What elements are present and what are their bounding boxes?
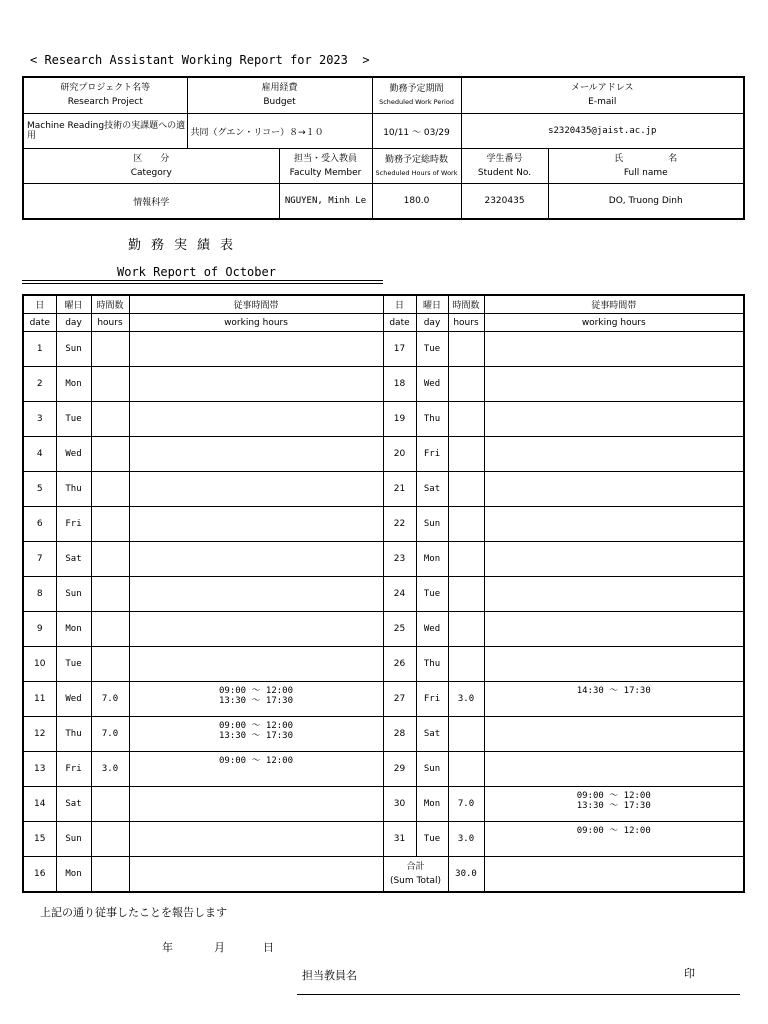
table-row (23, 787, 744, 822)
working-hours-header: 従事時間帯 (484, 295, 744, 314)
working-hours-list (130, 437, 383, 471)
working-hours-cell (129, 822, 383, 857)
table-row (23, 402, 744, 437)
day-header: 曜日 (56, 295, 91, 314)
hours-cell (91, 402, 129, 437)
heading-underline (22, 280, 383, 281)
day-cell: Tue (416, 577, 448, 612)
date-cell: 12 (23, 717, 56, 752)
working-hours-list (130, 612, 383, 646)
budget-value: 共同（グエン・リコー）８→１０ (187, 114, 372, 149)
date-header: 日 (23, 295, 56, 314)
day-cell: Fri (56, 752, 91, 787)
working-hours-list (130, 857, 383, 891)
working-hours-list (130, 647, 383, 681)
date-cell: 22 (383, 507, 416, 542)
working-hours-list (485, 612, 744, 646)
hours-cell (448, 612, 484, 647)
hours-cell (448, 367, 484, 402)
date-cell: 13 (23, 752, 56, 787)
date-cell: 10 (23, 647, 56, 682)
hours-cell: 7.0 (91, 717, 129, 752)
working-hours-list (130, 682, 383, 716)
hours-cell (448, 717, 484, 752)
teacher-name-label: 担当教員名 (302, 969, 357, 982)
working-hours-header: working hours (129, 314, 383, 332)
date-cell: 24 (383, 577, 416, 612)
working-hours-cell (484, 542, 744, 577)
working-hours-cell (129, 577, 383, 612)
working-hours-cell (484, 647, 744, 682)
date-header: date (383, 314, 416, 332)
hours-cell (448, 647, 484, 682)
date-cell: 21 (383, 472, 416, 507)
date-cell: 11 (23, 682, 56, 717)
seal-label: 印 (684, 967, 695, 980)
date-cell: 6 (23, 507, 56, 542)
signature-line (297, 994, 740, 995)
hours-cell: 3.0 (91, 752, 129, 787)
day-cell: Wed (56, 682, 91, 717)
date-cell: 19 (383, 402, 416, 437)
working-hours-cell (484, 612, 744, 647)
day-cell: Fri (416, 682, 448, 717)
category-header: 区 分 Category (23, 149, 279, 184)
working-hours-cell (129, 752, 383, 787)
working-hours-list (485, 787, 744, 821)
working-hours-cell (129, 507, 383, 542)
time-range: 14:30 ～ 17:30 (576, 686, 651, 696)
hours-cell (91, 367, 129, 402)
hours-cell (448, 507, 484, 542)
hours-cell (91, 647, 129, 682)
time-range: 09:00 ～ 12:00 (218, 686, 294, 696)
table-row (23, 472, 744, 507)
working-hours-cell (484, 332, 744, 367)
date-cell: 27 (383, 682, 416, 717)
student-no-value: 2320435 (461, 184, 548, 220)
email-value: s2320435@jaist.ac.jp (461, 114, 744, 149)
project-header: 研究プロジェクト名等 Research Project (23, 77, 187, 114)
hours-cell: 3.0 (448, 822, 484, 857)
working-hours-list (485, 437, 744, 471)
budget-header: 雇用経費 Budget (187, 77, 372, 114)
table-row (23, 437, 744, 472)
scheduled-hours-value: 180.0 (372, 184, 461, 220)
day-header: day (416, 314, 448, 332)
day-cell: Wed (56, 437, 91, 472)
hours-cell: 7.0 (91, 682, 129, 717)
hours-cell (448, 437, 484, 472)
day-cell: Sat (416, 472, 448, 507)
table-row (23, 577, 744, 612)
hours-cell: 3.0 (448, 682, 484, 717)
day-cell: Tue (416, 332, 448, 367)
working-hours-list (485, 647, 744, 681)
working-hours-list (485, 717, 744, 751)
hours-cell (91, 857, 129, 893)
day-cell: Tue (56, 647, 91, 682)
date-cell: 30 (383, 787, 416, 822)
jp-heading: 勤務実績表 (128, 238, 244, 253)
date-header: date (23, 314, 56, 332)
period-value: 10/11 ～ 03/29 (372, 114, 461, 149)
time-range: 09:00 ～ 12:00 (218, 756, 294, 766)
table-row (23, 332, 744, 367)
date-cell: 23 (383, 542, 416, 577)
working-hours-cell (129, 402, 383, 437)
day-cell: Mon (416, 787, 448, 822)
project-value: Machine Reading技術の実課題への適用 (23, 114, 187, 149)
working-hours-cell (129, 717, 383, 752)
working-hours-cell (484, 367, 744, 402)
time-range: 13:30 ～ 17:30 (218, 731, 294, 741)
working-hours-list (130, 367, 383, 401)
working-hours-cell (484, 437, 744, 472)
working-hours-list (130, 402, 383, 436)
working-hours-list (485, 402, 744, 436)
date-cell: 16 (23, 857, 56, 893)
table-row (23, 682, 744, 717)
category-value: 情報科学 (23, 184, 279, 220)
heading-underline (22, 283, 383, 284)
day-cell: Fri (416, 437, 448, 472)
working-hours-list (485, 367, 744, 401)
header-row-jp (23, 295, 744, 314)
date-cell: 14 (23, 787, 56, 822)
day-cell: Thu (416, 647, 448, 682)
day-cell: Sat (56, 542, 91, 577)
time-range: 13:30 ～ 17:30 (218, 696, 294, 706)
en-heading: Work Report of October (117, 265, 276, 279)
table-row (23, 822, 744, 857)
name-header: 氏 名 Full name (548, 149, 744, 184)
working-hours-list (485, 472, 744, 506)
day-cell: Sun (56, 577, 91, 612)
faculty-header: 担当・受入教員 Faculty Member (279, 149, 372, 184)
sum-total-en: (Sum Total) (389, 875, 442, 886)
header-row-en (23, 314, 744, 332)
hours-cell: 7.0 (448, 787, 484, 822)
day-cell: Mon (56, 367, 91, 402)
working-hours-list (130, 577, 383, 611)
empty-cell (484, 857, 744, 893)
day-header: day (56, 314, 91, 332)
date-cell: 25 (383, 612, 416, 647)
day-cell: Sun (416, 752, 448, 787)
table-row (23, 717, 744, 752)
table-row (23, 612, 744, 647)
working-hours-cell (484, 717, 744, 752)
hours-cell (91, 577, 129, 612)
date-cell: 26 (383, 647, 416, 682)
working-hours-cell (484, 752, 744, 787)
working-hours-list (130, 787, 383, 821)
date-month-label: 月 (214, 941, 225, 954)
day-cell: Wed (416, 367, 448, 402)
day-cell: Sun (416, 507, 448, 542)
hours-cell (91, 332, 129, 367)
time-range: 09:00 ～ 12:00 (218, 721, 294, 731)
date-cell: 3 (23, 402, 56, 437)
day-cell: Thu (416, 402, 448, 437)
working-hours-list (130, 822, 383, 856)
working-hours-list (485, 542, 744, 576)
working-hours-cell (484, 507, 744, 542)
hours-cell (91, 472, 129, 507)
day-cell: Mon (56, 857, 91, 893)
day-cell: Thu (56, 717, 91, 752)
date-cell: 17 (383, 332, 416, 367)
table-row (23, 857, 744, 893)
hours-cell (91, 507, 129, 542)
date-cell: 7 (23, 542, 56, 577)
working-hours-list (130, 507, 383, 541)
day-cell: Mon (56, 612, 91, 647)
working-hours-cell (484, 577, 744, 612)
working-hours-header: 従事時間帯 (129, 295, 383, 314)
hours-cell (448, 402, 484, 437)
time-range: 09:00 ～ 12:00 (576, 791, 651, 801)
working-hours-list (130, 542, 383, 576)
date-cell: 1 (23, 332, 56, 367)
report-title: < Research Assistant Working Report for 2023 > (30, 53, 370, 67)
working-hours-list (485, 332, 744, 366)
date-cell: 29 (383, 752, 416, 787)
scheduled-hours-header: 勤務予定総時数 Scheduled Hours of Work (372, 149, 461, 184)
name-value: DO, Truong Dinh (548, 184, 744, 220)
working-hours-cell (129, 367, 383, 402)
working-hours-list (485, 577, 744, 611)
day-cell: Wed (416, 612, 448, 647)
hours-cell (448, 332, 484, 367)
working-hours-cell (129, 472, 383, 507)
date-cell: 15 (23, 822, 56, 857)
date-cell: 4 (23, 437, 56, 472)
day-cell: Fri (56, 507, 91, 542)
day-cell: Tue (416, 822, 448, 857)
day-header: 曜日 (416, 295, 448, 314)
table-row (23, 647, 744, 682)
work-report-table (22, 294, 745, 893)
hours-cell (448, 752, 484, 787)
hours-cell (448, 577, 484, 612)
hours-cell (448, 542, 484, 577)
hours-cell (91, 612, 129, 647)
hours-header: hours (91, 314, 129, 332)
sum-total-value: 30.0 (448, 857, 484, 893)
working-hours-cell (129, 437, 383, 472)
faculty-value: NGUYEN, Minh Le (279, 184, 372, 220)
working-hours-list (130, 332, 383, 366)
working-hours-cell (484, 822, 744, 857)
day-cell: Sun (56, 332, 91, 367)
date-cell: 28 (383, 717, 416, 752)
info-table (22, 76, 745, 220)
date-cell: 20 (383, 437, 416, 472)
working-hours-list (485, 682, 744, 716)
day-cell: Sun (56, 822, 91, 857)
hours-cell (91, 822, 129, 857)
time-range: 09:00 ～ 12:00 (576, 826, 651, 836)
working-hours-cell (129, 682, 383, 717)
date-cell: 31 (383, 822, 416, 857)
hours-cell (91, 787, 129, 822)
date-cell: 9 (23, 612, 56, 647)
working-hours-cell (129, 332, 383, 367)
hours-header: hours (448, 314, 484, 332)
hours-header: 時間数 (448, 295, 484, 314)
sum-total-label (383, 857, 448, 893)
working-hours-list (485, 507, 744, 541)
sum-total-jp: 合計 (406, 861, 425, 872)
working-hours-header: working hours (484, 314, 744, 332)
working-hours-cell (484, 402, 744, 437)
hours-cell (91, 437, 129, 472)
period-header: 勤務予定期間 Scheduled Work Period (372, 77, 461, 114)
day-cell: Sat (56, 787, 91, 822)
working-hours-list (485, 752, 744, 786)
day-cell: Tue (56, 402, 91, 437)
working-hours-cell (129, 647, 383, 682)
working-hours-list (485, 822, 744, 856)
working-hours-cell (484, 682, 744, 717)
date-cell: 2 (23, 367, 56, 402)
date-cell: 8 (23, 577, 56, 612)
day-cell: Thu (56, 472, 91, 507)
student-no-header: 学生番号 Student No. (461, 149, 548, 184)
day-cell: Mon (416, 542, 448, 577)
hours-cell (91, 542, 129, 577)
table-row (23, 507, 744, 542)
hours-header: 時間数 (91, 295, 129, 314)
working-hours-cell (484, 787, 744, 822)
date-day-label: 日 (263, 941, 274, 954)
working-hours-cell (129, 612, 383, 647)
day-cell: Sat (416, 717, 448, 752)
date-cell: 18 (383, 367, 416, 402)
date-cell: 5 (23, 472, 56, 507)
report-statement: 上記の通り従事したことを報告します (40, 906, 227, 919)
working-hours-list (130, 717, 383, 751)
table-row (23, 367, 744, 402)
table-row (23, 752, 744, 787)
working-hours-cell (129, 542, 383, 577)
working-hours-list (130, 472, 383, 506)
email-header: メールアドレス E-mail (461, 77, 744, 114)
table-row (23, 542, 744, 577)
working-hours-list (130, 752, 383, 786)
date-header: 日 (383, 295, 416, 314)
working-hours-cell (484, 472, 744, 507)
hours-cell (448, 472, 484, 507)
working-hours-cell (129, 857, 383, 893)
date-year-label: 年 (162, 941, 173, 954)
time-range: 13:30 ～ 17:30 (576, 801, 651, 811)
working-hours-cell (129, 787, 383, 822)
